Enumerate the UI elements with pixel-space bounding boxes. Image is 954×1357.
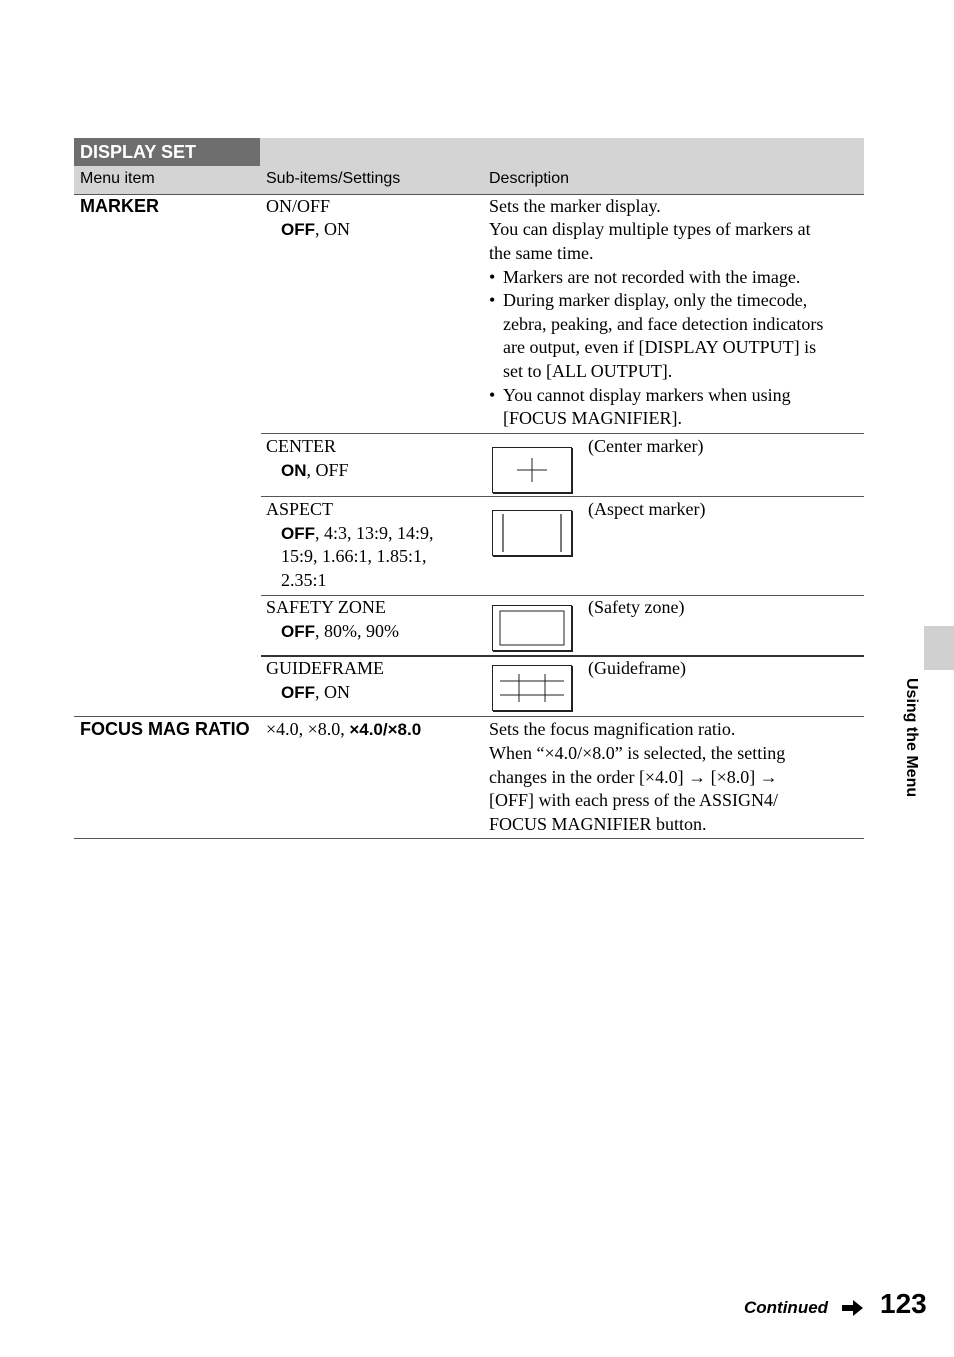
marker-desc-3: the same time. [489, 243, 594, 263]
focus-default: ×4.0/×8.0 [349, 720, 422, 739]
onoff-label: ON/OFF [266, 196, 331, 216]
safety-caption: (Safety zone) [588, 597, 685, 617]
aspect-caption: (Aspect marker) [588, 499, 706, 519]
col-menu-item: Menu item [80, 170, 155, 187]
col-sub-items: Sub-items/Settings [266, 170, 401, 187]
aspect-label: ASPECT [266, 499, 334, 519]
safety-zone-icon [492, 605, 572, 651]
center-values [281, 459, 349, 483]
focus-desc-3: changes in the order [×4.0] → [×8.0] → [489, 767, 778, 787]
safety-label: SAFETY ZONE [266, 597, 386, 617]
marker-bullet-2-l1: During marker display, only the timecode, [503, 290, 808, 310]
menu-item-focus-mag-ratio: FOCUS MAG RATIO [80, 719, 250, 739]
safety-default: OFF [281, 622, 315, 641]
focus-desc-4: [OFF] with each press of the ASSIGN4/ [489, 790, 778, 810]
onoff-values [281, 218, 350, 242]
guide-default: OFF [281, 683, 315, 702]
center-default: ON [281, 461, 307, 480]
page-number: 123 [880, 1288, 927, 1319]
aspect-values [281, 522, 434, 546]
aspect-default: OFF [281, 524, 315, 543]
guide-caption: (Guideframe) [588, 658, 686, 678]
marker-desc-2: You can display multiple types of markers at [489, 219, 811, 239]
center-rest: , OFF [306, 460, 349, 480]
bullet-mark: • [489, 290, 496, 310]
marker-bullet-2-l3: are output, even if [DISPLAY OUTPUT] is [503, 337, 817, 357]
marker-bullet-2-l2: zebra, peaking, and face detection indicators [503, 314, 824, 334]
side-section-label [898, 678, 922, 818]
onoff-rest: , ON [315, 219, 350, 239]
center-caption: (Center marker) [588, 436, 704, 456]
guide-rest: , ON [315, 682, 350, 702]
aspect-rest-3: 2.35:1 [281, 570, 327, 590]
row-divider [261, 433, 864, 434]
col-description: Description [489, 170, 570, 187]
aspect-rest-1: , 4:3, 13:9, 14:9, [315, 523, 434, 543]
table-header [74, 138, 864, 195]
continued-label: Continued [744, 1298, 829, 1317]
marker-bullet-1: Markers are not recorded with the image. [503, 267, 801, 287]
focus-options: ×4.0, ×8.0, [266, 719, 350, 739]
center-marker-icon [492, 447, 572, 493]
bullet-mark: • [489, 267, 496, 287]
row-divider [74, 716, 864, 717]
side-section-text: Using the Menu [903, 678, 920, 798]
marker-desc-1: Sets the marker display. [489, 196, 661, 216]
guide-label: GUIDEFRAME [266, 658, 385, 678]
bullet-mark: • [489, 385, 496, 405]
focus-desc-2: When “×4.0/×8.0” is selected, the setting [489, 743, 786, 763]
menu-item-marker: MARKER [80, 196, 159, 216]
center-label: CENTER [266, 436, 336, 456]
marker-bullet-3-l1: You cannot display markers when using [503, 385, 791, 405]
aspect-rest-2: 15:9, 1.66:1, 1.85:1, [281, 546, 427, 566]
row-divider [261, 496, 864, 497]
marker-bullet-2-l4: set to [ALL OUTPUT]. [503, 361, 673, 381]
guide-values [281, 681, 350, 705]
table-bottom-rule [74, 838, 864, 839]
aspect-marker-icon [492, 510, 572, 556]
marker-bullet-3-l2: [FOCUS MAGNIFIER]. [503, 408, 683, 428]
focus-desc-5: FOCUS MAGNIFIER button. [489, 814, 707, 834]
safety-values [281, 620, 399, 644]
safety-rest: , 80%, 90% [315, 621, 399, 641]
section-tab-marker [924, 626, 954, 670]
guideframe-icon [492, 665, 572, 711]
section-title: DISPLAY SET [74, 138, 260, 166]
continued-arrow-icon [842, 1299, 864, 1317]
focus-desc-1: Sets the focus magnification ratio. [489, 719, 736, 739]
focus-values [266, 718, 421, 742]
onoff-default: OFF [281, 220, 315, 239]
